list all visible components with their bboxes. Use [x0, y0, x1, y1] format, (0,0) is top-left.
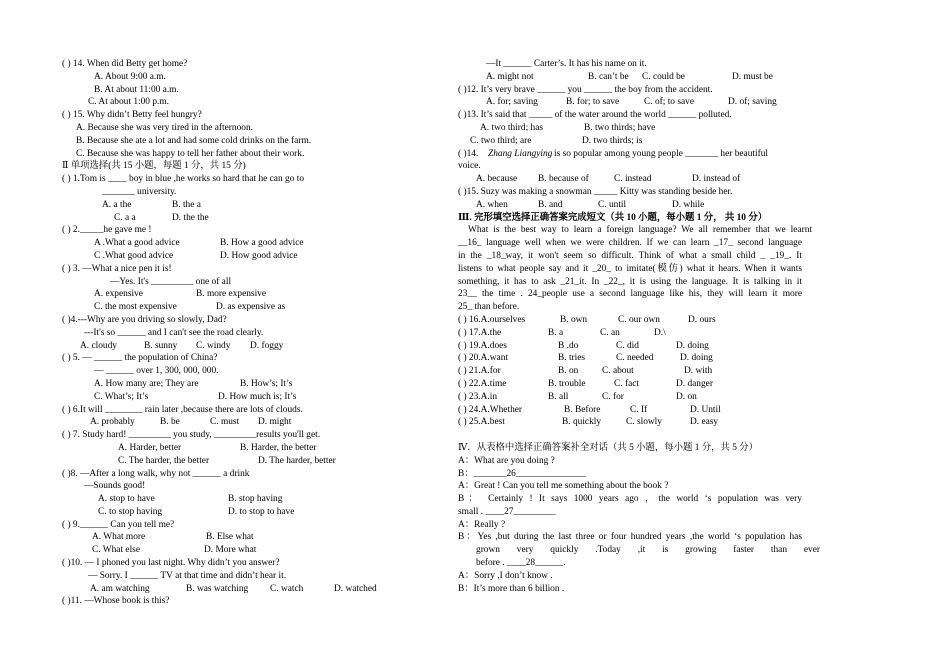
text-segment: B. How’s; It’s — [240, 378, 293, 389]
text-segment: C. At about 1:00 p.m. — [88, 97, 169, 108]
text-line — [62, 391, 394, 404]
text-segment: B. be — [160, 417, 180, 428]
text-line — [458, 237, 820, 250]
text-segment: D. as expensive as — [216, 302, 286, 313]
text-line — [458, 173, 820, 186]
text-segment: voice. — [458, 161, 481, 172]
text-line — [62, 58, 394, 71]
text-line — [62, 352, 394, 365]
text-line — [458, 378, 820, 391]
text-segment: A. two third; has — [480, 122, 544, 133]
text-segment: C. to stop having — [98, 506, 163, 517]
text-line — [62, 455, 394, 468]
text-segment: B. tries — [558, 353, 586, 364]
text-line — [458, 493, 820, 506]
text-segment: C. watch — [270, 583, 304, 594]
text-line — [62, 148, 394, 161]
text-segment: B： Certainly ! It says 1000 years ago ，the world ‘s population was very — [458, 494, 802, 505]
text-segment: ( ) 21.A.for — [458, 366, 501, 377]
text-line — [62, 173, 394, 186]
text-line — [62, 135, 394, 148]
text-line — [458, 212, 820, 225]
text-segment: Ⅲ. 完形填空选择正确答案完成短文（共 10 小题，每小题 1 分， 共 10 分） — [458, 212, 768, 223]
text-segment: D. with — [684, 366, 713, 377]
text-line — [62, 288, 394, 301]
text-segment: B. all — [548, 391, 569, 402]
text-line — [62, 340, 394, 353]
text-segment: small . ____27_________ — [458, 506, 556, 517]
text-segment: C. an — [600, 327, 620, 338]
text-segment: B .do — [558, 340, 579, 351]
text-segment: A. for; saving — [486, 97, 538, 108]
text-segment: —It ______ Carter’s. It has his name on it. — [486, 59, 647, 69]
text-line — [458, 506, 820, 519]
text-line — [458, 199, 820, 212]
text-line — [62, 519, 394, 532]
text-line — [458, 455, 820, 468]
text-segment: D. instead of — [692, 174, 741, 185]
text-segment: ( )14. — [458, 148, 479, 159]
text-segment: C. for — [602, 391, 624, 402]
text-segment: D. easy — [690, 417, 719, 428]
text-line — [458, 224, 820, 237]
text-segment: C. two third; are — [470, 135, 532, 146]
text-segment: B. on — [558, 366, 579, 377]
text-segment: D. on — [676, 391, 697, 402]
text-line — [458, 404, 820, 417]
text-line — [458, 468, 820, 481]
text-line — [458, 288, 820, 301]
text-segment: B. and — [538, 199, 563, 210]
text-segment: ( ) 23.A.in — [458, 391, 498, 402]
text-line — [62, 365, 394, 378]
text-segment: D. doing — [680, 353, 713, 364]
text-line — [62, 429, 394, 442]
text-line — [458, 583, 820, 596]
text-segment: B. two thirds; have — [584, 122, 656, 133]
text-segment: ( )13. It’s said that _____ of the water around the world ______ polluted. — [458, 110, 732, 121]
text-line — [62, 480, 394, 493]
text-segment: B. stop having — [228, 494, 283, 505]
text-line — [62, 199, 394, 212]
text-segment: ( ) 14. When did Betty get home? — [62, 59, 188, 69]
text-segment: D. The harder, better — [258, 455, 336, 466]
text-segment: D. doing — [676, 340, 709, 351]
text-line — [458, 416, 820, 429]
text-segment: — Sorry. I ______ TV at that time and didn’t hear it. — [88, 570, 287, 581]
text-segment: ( ) 7. Study hard! _________ you study, _________results you'll get. — [62, 430, 321, 441]
text-line — [458, 301, 820, 314]
text-segment: A. probably — [90, 417, 135, 428]
text-segment: B. quickly — [562, 417, 602, 428]
text-segment: C. If — [630, 404, 648, 415]
text-line — [458, 327, 820, 340]
text-line — [62, 416, 394, 429]
text-segment: D. More what — [204, 545, 257, 556]
text-segment: 25_ than before. — [458, 302, 520, 313]
text-segment: B. can’t be — [588, 71, 629, 82]
text-segment: B. Because she ate a lot and had some cold drinks on the farm. — [76, 135, 312, 146]
text-line — [458, 570, 820, 583]
text-segment: A. stop to have — [98, 494, 155, 505]
text-segment: before . ____28______. — [476, 558, 566, 569]
text-segment: D. must be — [732, 71, 773, 82]
text-segment: C. did — [616, 340, 639, 351]
text-line — [62, 595, 394, 608]
text-line — [62, 84, 394, 97]
text-line — [458, 276, 820, 289]
text-segment: A：Sorry ,I don’t know . — [458, 570, 553, 581]
text-line — [458, 58, 820, 71]
text-segment: D.\ — [654, 327, 666, 338]
text-segment: A：Great ! Can you tell me something about the book ? — [458, 481, 669, 492]
text-line — [62, 224, 394, 237]
text-segment: A. because — [476, 174, 518, 185]
text-line — [62, 570, 394, 583]
text-segment: A .What a good advice — [94, 238, 180, 249]
text-segment: B. At about 11:00 a.m. — [94, 84, 179, 95]
text-segment: A：What are you doing ? — [458, 455, 555, 466]
text-segment: grown very quickly .Today ,it is growing faster than ever — [476, 545, 820, 556]
text-segment: B. sunny — [144, 340, 178, 351]
text-segment: ( ) 22.A.time — [458, 378, 507, 389]
text-segment: A：Really ? — [458, 519, 506, 530]
text-segment: B：_______26_______________ — [458, 468, 587, 479]
text-segment: C. about — [602, 366, 634, 377]
text-line — [458, 186, 820, 199]
text-line — [458, 263, 820, 276]
text-segment: ( )10. — I phoned you last night. Why didn’t you answer? — [62, 558, 280, 569]
text-segment: D. Until — [690, 404, 721, 415]
text-segment: C. What else — [92, 545, 140, 556]
text-segment: ( )15. Suzy was making a snowman _____ Kitty was standing beside her. — [458, 186, 733, 197]
text-line — [458, 250, 820, 263]
text-line — [62, 442, 394, 455]
right-column — [458, 58, 820, 595]
text-line — [62, 301, 394, 314]
text-segment: C. until — [598, 199, 627, 210]
text-segment: ( )8. —After a long walk, why not ______ a drink — [62, 468, 250, 479]
text-segment: —Yes. It's _________ one of all — [110, 276, 232, 287]
text-line — [458, 71, 820, 84]
text-segment: ( ) 3. —What a nice pen it is! — [62, 263, 172, 274]
text-line — [62, 531, 394, 544]
text-line — [458, 544, 820, 557]
text-segment: B. was watching — [186, 583, 249, 594]
text-line — [62, 263, 394, 276]
text-segment: listens to what people say and it _20_ to imitate(模仿) what it hears. When it wants — [458, 263, 802, 274]
text-segment: D. How good advice — [220, 250, 298, 261]
text-line — [62, 212, 394, 225]
text-line — [62, 160, 394, 173]
text-segment: ( ) 1.Tom is ____ boy in blue ,he works so hard that he can go to — [62, 174, 305, 185]
text-segment: C. the most expensive — [94, 302, 177, 313]
text-segment: D. How much is; It’s — [218, 391, 297, 402]
text-segment: ( )4.---Why are you driving so slowly, Dad? — [62, 314, 227, 325]
text-line — [458, 519, 820, 532]
text-segment: A. About 9:00 a.m. — [94, 71, 166, 82]
text-line — [62, 71, 394, 84]
text-line — [62, 276, 394, 289]
text-segment: ( )11. —Whose book is this? — [62, 596, 170, 607]
text-segment: A. when — [476, 199, 508, 210]
text-line — [62, 250, 394, 263]
text-segment: D. two thirds; is — [582, 135, 643, 146]
left-column — [62, 58, 394, 608]
text-segment: ( ) 25.A.best — [458, 417, 505, 428]
text-segment: D. the the — [172, 212, 209, 223]
text-segment: D. while — [672, 199, 705, 210]
text-segment: ---It's so ______ and I can't see the road clearly. — [84, 327, 264, 338]
text-segment: C. must — [210, 417, 240, 428]
text-line — [62, 122, 394, 135]
text-segment: B. trouble — [548, 378, 586, 389]
text-line — [62, 583, 394, 596]
text-line — [458, 340, 820, 353]
text-segment: C. The harder, the better — [118, 455, 210, 466]
text-line — [62, 186, 394, 199]
text-segment: C. needed — [616, 353, 654, 364]
text-segment: C. Because she was happy to tell her father about their work. — [76, 148, 305, 159]
text-segment: C. of; to save — [644, 97, 694, 108]
text-segment: D. danger — [676, 378, 713, 389]
text-segment: B. because of — [538, 174, 589, 185]
text-line — [458, 391, 820, 404]
text-segment: D. watched — [334, 583, 377, 594]
text-line — [458, 96, 820, 109]
text-segment: C. fact — [614, 378, 639, 389]
text-line — [62, 404, 394, 417]
text-segment: B：Yes ,but during the last three or four hundred years ,the world ‘s population has — [458, 532, 802, 543]
text-segment: A. Harder, better — [118, 442, 182, 453]
text-segment: D. ours — [688, 314, 716, 325]
text-segment: C. instead — [614, 174, 652, 185]
text-segment: A. might not — [486, 71, 534, 82]
text-segment: ( ) 9.______ Can you tell me? — [62, 519, 175, 530]
text-segment: ( ) 6.It will ________ rain later ,because there are lots of clouds. — [62, 404, 303, 415]
text-line — [62, 378, 394, 391]
text-line — [62, 468, 394, 481]
text-segment: ( ) 24.A.Whether — [458, 404, 523, 415]
text-segment: B. the a — [172, 199, 201, 210]
text-segment: A. Because she was very tired in the afternoon. — [76, 122, 254, 133]
text-segment: D. to stop to have — [228, 506, 295, 517]
text-segment: — ______ over 1, 300, 000, 000. — [94, 366, 219, 377]
text-line — [62, 314, 394, 327]
text-segment: Ⅱ 单项选择(共 15 小题，每题 1 分，共 15 分) — [62, 161, 246, 172]
text-segment: something, it has to ask _21_it. In _22_, it is using the language. It is talking in it — [458, 276, 802, 287]
text-line — [62, 109, 394, 122]
text-line — [458, 314, 820, 327]
text-line — [62, 237, 394, 250]
text-line — [62, 96, 394, 109]
text-line — [458, 122, 820, 135]
text-segment: ( ) 19.A.does — [458, 340, 507, 351]
text-segment: D. might — [258, 417, 292, 428]
text-line — [62, 557, 394, 570]
text-segment: A. expensive — [94, 289, 143, 300]
text-segment: ( ) 17.A.the — [458, 327, 502, 338]
text-line — [458, 84, 820, 97]
text-line — [62, 493, 394, 506]
text-line — [62, 544, 394, 557]
text-line — [458, 531, 820, 544]
text-segment: C. windy — [196, 340, 231, 351]
text-segment: ( )12. It’s very brave ______ you ______ the boy from the accident. — [458, 84, 713, 95]
text-line — [458, 352, 820, 365]
text-segment: C. could be — [642, 71, 685, 82]
text-segment: What is the best way to learn a foreign language? We all remember that we learnt — [468, 225, 812, 236]
text-segment: B：It’s more than 6 billion . — [458, 583, 565, 594]
text-line — [458, 480, 820, 493]
text-segment: ( ) 2._____he gave me ! — [62, 225, 152, 236]
text-line — [62, 327, 394, 340]
text-segment: B. own — [560, 314, 588, 325]
text-line — [62, 506, 394, 519]
text-segment: C. a a — [114, 212, 136, 223]
text-segment: Ⅳ．从表格中选择正确答案补全对话（共 5 小题，每小题 1 分，共 5 分） — [458, 442, 758, 453]
text-line — [458, 442, 820, 455]
text-segment: ( ) 5. — ______ the population of China? — [62, 353, 218, 364]
text-segment: D. of; saving — [728, 97, 777, 108]
text-segment: __16_ language well when we were children. If we can learn _17_ second language — [458, 238, 802, 249]
text-segment: Zhang Liangying — [488, 148, 553, 159]
text-segment: A. a the — [102, 199, 132, 210]
text-line — [458, 148, 820, 161]
text-segment: D. foggy — [250, 340, 284, 351]
text-segment: in the _18_way, it won't seem so difficult. Think of what a small child _ _19_. It — [458, 250, 802, 261]
text-segment: A. cloudy — [80, 340, 117, 351]
text-segment: C .What good advice — [94, 250, 174, 261]
text-segment: A. What more — [92, 532, 146, 543]
text-segment: B. Before — [564, 404, 601, 415]
text-line — [458, 135, 820, 148]
text-line — [458, 557, 820, 570]
text-segment: —Sounds good! — [84, 481, 146, 492]
text-segment: B. How a good advice — [220, 238, 304, 249]
text-segment: ( ) 16.A.ourselves — [458, 314, 526, 325]
text-segment: A. How many are; They are — [94, 378, 199, 389]
text-segment: is so popular among young people _______ her beautiful — [554, 148, 769, 159]
text-segment: _______ university. — [102, 186, 177, 197]
text-segment: B. Else what — [206, 532, 254, 543]
text-line — [458, 160, 820, 173]
text-segment: 23__ the time . 24_people use a second language like his, they will learn it more — [458, 289, 802, 300]
text-segment: ( ) 15. Why didn’t Betty feel hungry? — [62, 110, 202, 121]
text-segment: A. am watching — [90, 583, 150, 594]
text-line — [458, 109, 820, 122]
text-segment: B. a — [548, 327, 564, 338]
text-segment: B. more expensive — [196, 289, 267, 300]
text-line — [458, 429, 820, 442]
text-segment: ( ) 20.A.want — [458, 353, 508, 364]
text-line — [458, 365, 820, 378]
text-segment: C. What’s; It’s — [94, 391, 149, 402]
text-segment: C. slowly — [626, 417, 662, 428]
text-segment: B. Harder, the better — [240, 442, 317, 453]
text-segment: B. for; to save — [566, 97, 620, 108]
text-segment: C. our own — [618, 314, 660, 325]
